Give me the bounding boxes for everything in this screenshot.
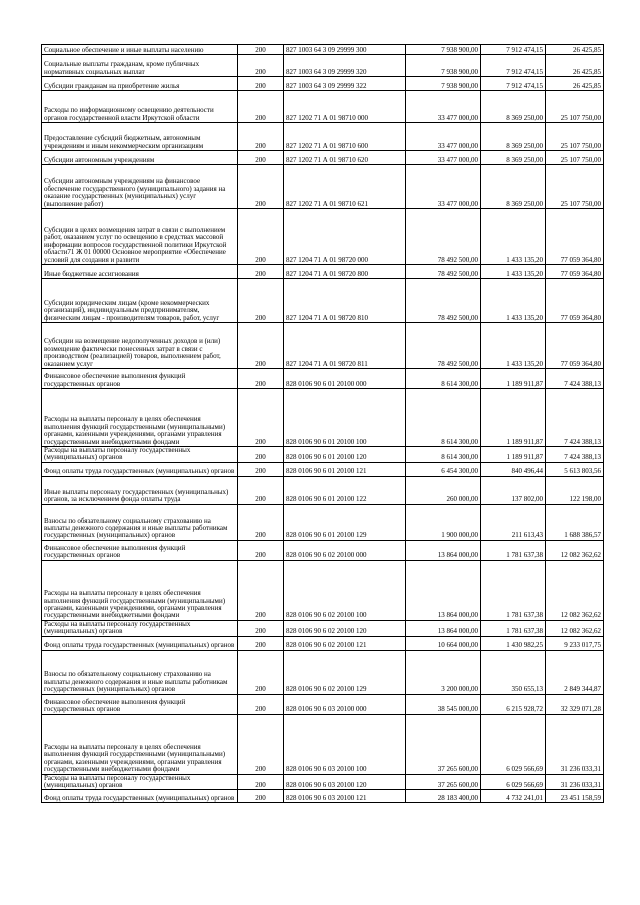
line-code: 200 bbox=[238, 151, 284, 165]
budget-classification-code: 828 0106 90 6 02 20100 120 bbox=[284, 620, 406, 636]
executed-amount: 1 433 135,20 bbox=[481, 209, 546, 265]
executed-amount: 1 430 982,25 bbox=[481, 636, 546, 650]
table-row bbox=[42, 123, 604, 151]
budget-classification-code: 827 1204 71 А 01 98720 810 bbox=[284, 279, 406, 323]
budget-classification-code: 828 0106 90 6 01 20100 122 bbox=[284, 476, 406, 504]
unexecuted-amount: 25 107 750,00 bbox=[546, 151, 604, 165]
unexecuted-amount: 122 198,00 bbox=[546, 476, 604, 504]
table-row bbox=[42, 279, 604, 323]
table-row bbox=[42, 55, 604, 77]
budget-execution-table bbox=[41, 44, 604, 803]
executed-amount: 8 369 250,00 bbox=[481, 151, 546, 165]
table-row bbox=[42, 389, 604, 447]
row-description: Расходы на выплаты персоналу государственных (муниципальных) органов bbox=[42, 447, 238, 463]
executed-amount: 137 802,00 bbox=[481, 476, 546, 504]
executed-amount: 8 369 250,00 bbox=[481, 165, 546, 209]
line-code: 200 bbox=[238, 476, 284, 504]
budget-classification-code: 828 0106 90 6 01 20100 129 bbox=[284, 504, 406, 540]
approved-amount: 78 492 500,00 bbox=[406, 279, 481, 323]
executed-amount: 1 781 637,38 bbox=[481, 540, 546, 560]
table-row bbox=[42, 447, 604, 463]
table-row bbox=[42, 694, 604, 714]
approved-amount: 13 864 000,00 bbox=[406, 540, 481, 560]
row-description: Расходы на выплаты персоналу в целях обеспечения выполнения функций государственными (муниципальными) органами, казенными учреждениями, органами управления государственными внебюджетными фондами bbox=[42, 389, 238, 447]
unexecuted-amount: 5 613 803,56 bbox=[546, 462, 604, 476]
unexecuted-amount: 25 107 750,00 bbox=[546, 91, 604, 123]
line-code: 200 bbox=[238, 165, 284, 209]
row-description: Финансовое обеспечение выполнения функций государственных органов bbox=[42, 369, 238, 389]
budget-classification-code: 828 0106 90 6 01 20100 121 bbox=[284, 462, 406, 476]
table-row bbox=[42, 774, 604, 790]
executed-amount: 1 433 135,20 bbox=[481, 265, 546, 279]
approved-amount: 10 664 000,00 bbox=[406, 636, 481, 650]
line-code: 200 bbox=[238, 540, 284, 560]
budget-classification-code: 827 1202 71 А 01 98710 620 bbox=[284, 151, 406, 165]
row-description: Иные бюджетные ассигнования bbox=[42, 265, 238, 279]
table-row bbox=[42, 369, 604, 389]
approved-amount: 3 200 000,00 bbox=[406, 650, 481, 694]
table-row bbox=[42, 540, 604, 560]
table-row bbox=[42, 91, 604, 123]
unexecuted-amount: 1 688 386,57 bbox=[546, 504, 604, 540]
budget-classification-code: 827 1204 71 А 01 98720 811 bbox=[284, 323, 406, 369]
approved-amount: 13 864 000,00 bbox=[406, 560, 481, 620]
approved-amount: 78 492 500,00 bbox=[406, 323, 481, 369]
row-description: Финансовое обеспечение выполнения функций государственных органов bbox=[42, 694, 238, 714]
budget-classification-code: 828 0106 90 6 02 20100 100 bbox=[284, 560, 406, 620]
row-description: Расходы на выплаты персоналу в целях обеспечения выполнения функций государственными (муниципальными) органами, казенными учреждениями, органами управления государственными внебюджетными фондами bbox=[42, 560, 238, 620]
budget-classification-code: 828 0106 90 6 03 20100 100 bbox=[284, 714, 406, 774]
table-row bbox=[42, 504, 604, 540]
unexecuted-amount: 25 107 750,00 bbox=[546, 165, 604, 209]
table-row bbox=[42, 650, 604, 694]
line-code: 200 bbox=[238, 694, 284, 714]
budget-classification-code: 828 0106 90 6 02 20100 121 bbox=[284, 636, 406, 650]
approved-amount: 260 000,00 bbox=[406, 476, 481, 504]
row-description: Субсидии юридическим лицам (кроме некоммерческих организаций), индивидуальным предпринимателям, физическим лицам - производителям товаров, работ, услуг bbox=[42, 279, 238, 323]
budget-classification-code: 827 1202 71 А 01 98710 000 bbox=[284, 91, 406, 123]
table-row bbox=[42, 77, 604, 91]
row-description: Субсидии в целях возмещения затрат в связи с выполнением работ, оказанием услуг по освещению в средствах массовой информации вопросов государственной политики Иркутской области71 Ж 01 00000 Основное мероприятие «Обеспечение условий для создания и развити bbox=[42, 209, 238, 265]
line-code: 200 bbox=[238, 636, 284, 650]
table-row bbox=[42, 560, 604, 620]
table-row bbox=[42, 323, 604, 369]
approved-amount: 33 477 000,00 bbox=[406, 151, 481, 165]
budget-classification-code: 828 0106 90 6 01 20100 120 bbox=[284, 447, 406, 463]
unexecuted-amount: 9 233 017,75 bbox=[546, 636, 604, 650]
row-description: Расходы на выплаты персоналу в целях обеспечения выполнения функций государственными (муниципальными) органами, казенными учреждениями, органами управления государственными внебюджетными фондами bbox=[42, 714, 238, 774]
executed-amount: 1 189 911,87 bbox=[481, 369, 546, 389]
approved-amount: 28 183 400,00 bbox=[406, 790, 481, 803]
budget-classification-code: 828 0106 90 6 02 20100 000 bbox=[284, 540, 406, 560]
unexecuted-amount: 77 059 364,80 bbox=[546, 323, 604, 369]
executed-amount: 4 732 241,01 bbox=[481, 790, 546, 803]
line-code: 200 bbox=[238, 389, 284, 447]
line-code: 200 bbox=[238, 560, 284, 620]
executed-amount: 6 029 566,69 bbox=[481, 774, 546, 790]
approved-amount: 33 477 000,00 bbox=[406, 91, 481, 123]
unexecuted-amount: 25 107 750,00 bbox=[546, 123, 604, 151]
budget-classification-code: 827 1003 64 3 09 29999 320 bbox=[284, 55, 406, 77]
executed-amount: 8 369 250,00 bbox=[481, 91, 546, 123]
unexecuted-amount: 31 236 033,31 bbox=[546, 774, 604, 790]
line-code: 200 bbox=[238, 714, 284, 774]
unexecuted-amount: 12 082 362,62 bbox=[546, 620, 604, 636]
budget-classification-code: 827 1202 71 А 01 98710 600 bbox=[284, 123, 406, 151]
executed-amount: 7 912 474,15 bbox=[481, 77, 546, 91]
row-description: Социальные выплаты гражданам, кроме публичных нормативных социальных выплат bbox=[42, 55, 238, 77]
approved-amount: 37 265 600,00 bbox=[406, 774, 481, 790]
row-description: Субсидии автономным учреждениям bbox=[42, 151, 238, 165]
executed-amount: 1 781 637,38 bbox=[481, 560, 546, 620]
executed-amount: 6 029 566,69 bbox=[481, 714, 546, 774]
line-code: 200 bbox=[238, 323, 284, 369]
line-code: 200 bbox=[238, 620, 284, 636]
line-code: 200 bbox=[238, 774, 284, 790]
row-description: Иные выплаты персоналу государственных (муниципальных) органов, за исключением фонда оплаты труда bbox=[42, 476, 238, 504]
row-description: Фонд оплаты труда государственных (муниципальных) органов bbox=[42, 462, 238, 476]
unexecuted-amount: 26 425,85 bbox=[546, 55, 604, 77]
line-code: 200 bbox=[238, 504, 284, 540]
table-row bbox=[42, 476, 604, 504]
approved-amount: 33 477 000,00 bbox=[406, 123, 481, 151]
budget-classification-code: 828 0106 90 6 03 20100 121 bbox=[284, 790, 406, 803]
budget-classification-code: 828 0106 90 6 03 20100 000 bbox=[284, 694, 406, 714]
table-row bbox=[42, 265, 604, 279]
line-code: 200 bbox=[238, 650, 284, 694]
line-code: 200 bbox=[238, 462, 284, 476]
line-code: 200 bbox=[238, 77, 284, 91]
unexecuted-amount: 26 425,85 bbox=[546, 77, 604, 91]
unexecuted-amount: 23 451 158,59 bbox=[546, 790, 604, 803]
executed-amount: 1 781 637,38 bbox=[481, 620, 546, 636]
line-code: 200 bbox=[238, 123, 284, 151]
executed-amount: 840 496,44 bbox=[481, 462, 546, 476]
row-description: Фонд оплаты труда государственных (муниципальных) органов bbox=[42, 636, 238, 650]
approved-amount: 37 265 600,00 bbox=[406, 714, 481, 774]
budget-classification-code: 827 1204 71 А 01 98720 800 bbox=[284, 265, 406, 279]
approved-amount: 8 614 300,00 bbox=[406, 447, 481, 463]
line-code: 200 bbox=[238, 91, 284, 123]
table-row bbox=[42, 45, 604, 55]
unexecuted-amount: 77 059 364,80 bbox=[546, 209, 604, 265]
row-description: Расходы на выплаты персоналу государственных (муниципальных) органов bbox=[42, 620, 238, 636]
approved-amount: 38 545 000,00 bbox=[406, 694, 481, 714]
budget-classification-code: 827 1003 64 3 09 29999 300 bbox=[284, 45, 406, 55]
table-row bbox=[42, 790, 604, 803]
row-description: Взносы по обязательному социальному страхованию на выплаты денежного содержания и иные выплаты работникам государственных (муниципальных) органов bbox=[42, 650, 238, 694]
approved-amount: 6 454 300,00 bbox=[406, 462, 481, 476]
unexecuted-amount: 32 329 071,28 bbox=[546, 694, 604, 714]
executed-amount: 350 655,13 bbox=[481, 650, 546, 694]
executed-amount: 1 433 135,20 bbox=[481, 323, 546, 369]
approved-amount: 7 938 900,00 bbox=[406, 77, 481, 91]
line-code: 200 bbox=[238, 369, 284, 389]
table-row bbox=[42, 151, 604, 165]
row-description: Взносы по обязательному социальному страхованию на выплаты денежного содержания и иные выплаты работникам государственных (муниципальных) органов bbox=[42, 504, 238, 540]
row-description: Субсидии на возмещение недополученных доходов и (или) возмещение фактически понесенных затрат в связи с производством (реализацией) товаров, выполнением работ, оказанием услуг bbox=[42, 323, 238, 369]
approved-amount: 33 477 000,00 bbox=[406, 165, 481, 209]
budget-classification-code: 827 1202 71 А 01 98710 621 bbox=[284, 165, 406, 209]
approved-amount: 1 900 000,00 bbox=[406, 504, 481, 540]
budget-classification-code: 828 0106 90 6 01 20100 100 bbox=[284, 389, 406, 447]
executed-amount: 211 613,43 bbox=[481, 504, 546, 540]
budget-classification-code: 828 0106 90 6 01 20100 000 bbox=[284, 369, 406, 389]
executed-amount: 1 433 135,20 bbox=[481, 279, 546, 323]
table-body bbox=[42, 45, 604, 803]
row-description: Финансовое обеспечение выполнения функций государственных органов bbox=[42, 540, 238, 560]
unexecuted-amount: 7 424 388,13 bbox=[546, 447, 604, 463]
table-row bbox=[42, 620, 604, 636]
approved-amount: 8 614 300,00 bbox=[406, 389, 481, 447]
approved-amount: 78 492 500,00 bbox=[406, 209, 481, 265]
line-code: 200 bbox=[238, 279, 284, 323]
unexecuted-amount: 26 425,85 bbox=[546, 45, 604, 55]
budget-classification-code: 827 1003 64 3 09 29999 322 bbox=[284, 77, 406, 91]
line-code: 200 bbox=[238, 55, 284, 77]
unexecuted-amount: 77 059 364,80 bbox=[546, 265, 604, 279]
table-row bbox=[42, 636, 604, 650]
row-description: Социальное обеспечение и иные выплаты населению bbox=[42, 45, 238, 55]
approved-amount: 13 864 000,00 bbox=[406, 620, 481, 636]
table-row bbox=[42, 209, 604, 265]
executed-amount: 7 912 474,15 bbox=[481, 45, 546, 55]
approved-amount: 7 938 900,00 bbox=[406, 45, 481, 55]
unexecuted-amount: 12 082 362,62 bbox=[546, 540, 604, 560]
unexecuted-amount: 31 236 033,31 bbox=[546, 714, 604, 774]
row-description: Субсидии автономным учреждениям на финансовое обеспечение государственного (муниципального) задания на оказание государственных (муниципальных) услуг (выполнение работ) bbox=[42, 165, 238, 209]
budget-classification-code: 827 1204 71 А 01 98720 000 bbox=[284, 209, 406, 265]
approved-amount: 78 492 500,00 bbox=[406, 265, 481, 279]
executed-amount: 6 215 928,72 bbox=[481, 694, 546, 714]
budget-classification-code: 828 0106 90 6 02 20100 129 bbox=[284, 650, 406, 694]
unexecuted-amount: 7 424 388,13 bbox=[546, 389, 604, 447]
approved-amount: 7 938 900,00 bbox=[406, 55, 481, 77]
budget-classification-code: 828 0106 90 6 03 20100 120 bbox=[284, 774, 406, 790]
table-row bbox=[42, 714, 604, 774]
approved-amount: 8 614 300,00 bbox=[406, 369, 481, 389]
row-description: Фонд оплаты труда государственных (муниципальных) органов bbox=[42, 790, 238, 803]
line-code: 200 bbox=[238, 209, 284, 265]
unexecuted-amount: 7 424 388,13 bbox=[546, 369, 604, 389]
executed-amount: 1 189 911,87 bbox=[481, 389, 546, 447]
row-description: Предоставление субсидий бюджетным, автономным учреждениям и иным некоммерческим организациям bbox=[42, 123, 238, 151]
line-code: 200 bbox=[238, 265, 284, 279]
row-description: Субсидии гражданам на приобретение жилья bbox=[42, 77, 238, 91]
unexecuted-amount: 2 849 344,87 bbox=[546, 650, 604, 694]
executed-amount: 1 189 911,87 bbox=[481, 447, 546, 463]
line-code: 200 bbox=[238, 790, 284, 803]
executed-amount: 7 912 474,15 bbox=[481, 55, 546, 77]
line-code: 200 bbox=[238, 45, 284, 55]
unexecuted-amount: 12 082 362,62 bbox=[546, 560, 604, 620]
table-row bbox=[42, 165, 604, 209]
row-description: Расходы по информационному освещению деятельности органов государственной власти Иркутской области bbox=[42, 91, 238, 123]
line-code: 200 bbox=[238, 447, 284, 463]
table-row bbox=[42, 462, 604, 476]
executed-amount: 8 369 250,00 bbox=[481, 123, 546, 151]
row-description: Расходы на выплаты персоналу государственных (муниципальных) органов bbox=[42, 774, 238, 790]
unexecuted-amount: 77 059 364,80 bbox=[546, 279, 604, 323]
